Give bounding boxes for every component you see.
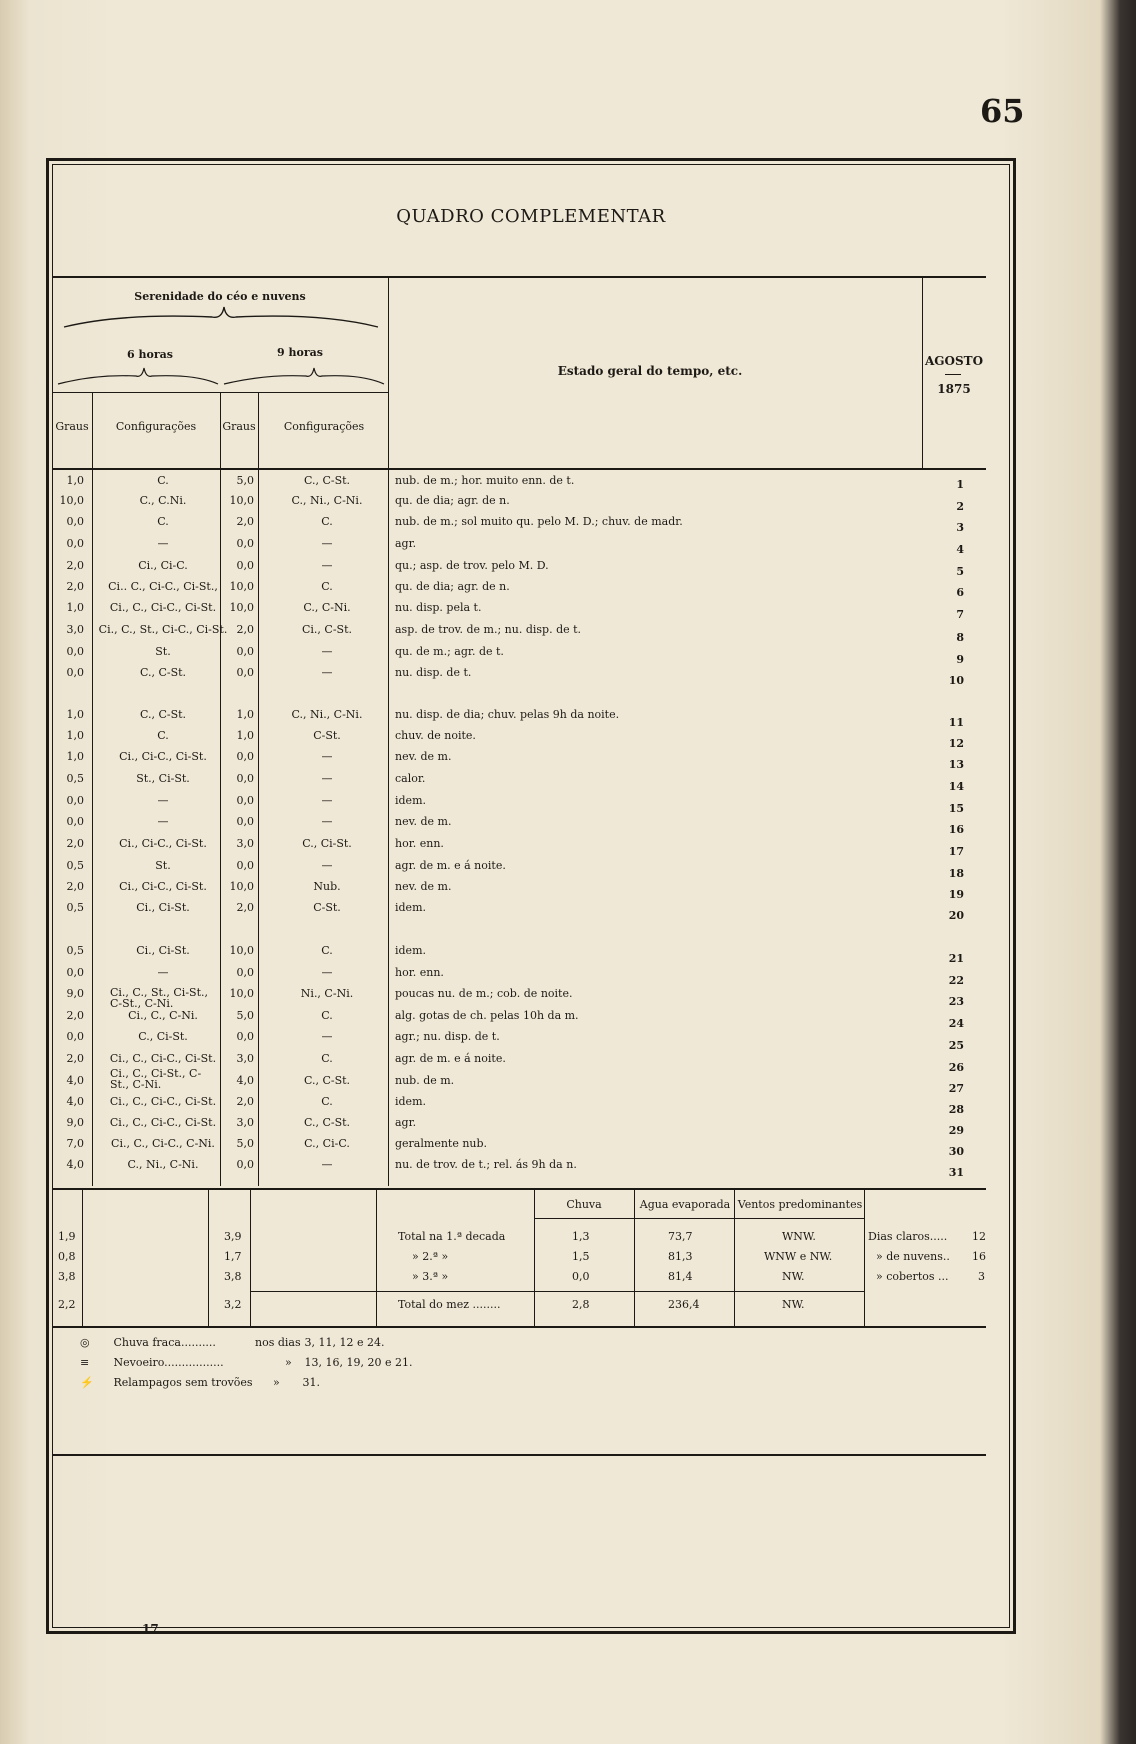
table-row: 9,0 Ci., C., Ci-C., Ci-St. 3,0 C., C-St. agr. 29 <box>66 1116 964 1137</box>
table-row: 4,0 Ci., C., Ci-St., C-St., C-Ni. 4,0 C., C-St. nub. de m. 27 <box>66 1067 964 1095</box>
table-row: 1,0 Ci., C., Ci-C., Ci-St. 10,0 C., C-Ni. nu. disp. pela t. 7 <box>66 601 964 621</box>
table-row: 0,0 C. 2,0 C. nub. de m.; sol muito qu. pelo M. D.; chuv. de madr. 3 <box>66 515 964 534</box>
table-row: 1,0 C. 1,0 C-St. chuv. de noite. 12 <box>66 729 964 750</box>
table-row: 2,0 Ci., Ci-C., Ci-St. 10,0 Nub. nev. de m. 19 <box>66 880 964 901</box>
header-graus-6: Graus <box>55 420 89 433</box>
table-row: 10,0 C., C.Ni. 10,0 C., Ni., C-Ni. qu. de dia; agr. de n. 2 <box>59 494 964 513</box>
table-row: 2,0 Ci., Ci-C. 0,0 — qu.; asp. de trov. pelo M. D. 5 <box>66 559 964 578</box>
table-row: 1,0 Ci., Ci-C., Ci-St. 0,0 — nev. de m. 13 <box>66 750 964 771</box>
table-row: 0,5 Ci., Ci-St. 2,0 C-St. idem. 20 <box>66 901 964 922</box>
table-row: 0,5 St., Ci-St. 0,0 — calor. 14 <box>66 772 964 793</box>
table-row: 2,0 Ci., Ci-C., Ci-St. 3,0 C., Ci-St. hor. enn. 17 <box>66 837 964 858</box>
header-ano: 1875 <box>937 382 971 396</box>
table-row: 2,0 Ci., C., Ci-C., Ci-St. 3,0 C. agr. de m. e á noite. 26 <box>66 1052 964 1074</box>
header-chuva: Chuva <box>566 1198 602 1211</box>
page-number: 65 <box>980 92 1025 130</box>
summary-row: 3,8 3,8 » 3.ª » 0,0 81,4 NW. » cobertos ... 3 <box>58 1270 985 1283</box>
table-row: 0,0 — 0,0 — agr. 4 <box>66 537 964 556</box>
header-9-horas: 9 horas <box>277 346 323 359</box>
header-estado: Estado geral do tempo, etc. <box>557 364 743 378</box>
header-agua: Agua evaporada <box>639 1198 731 1211</box>
fog-symbol-icon: ≡ <box>80 1356 90 1369</box>
header-config-9: Configurações <box>283 420 365 433</box>
table-row: 0,0 C., C-St. 0,0 — nu. disp. de t. 10 <box>66 666 964 687</box>
summary-row: 0,8 1,7 » 2.ª » 1,5 81,3 WNW e NW. » de nuvens.. 16 <box>58 1250 986 1263</box>
legend-nevoeiro: ≡ Nevoeiro................. » 13, 16, 19, 20 e 21. <box>80 1356 413 1369</box>
table-row: 9,0 Ci., C., St., Ci-St., C-St., C-Ni. 10,0 Ni., C-Ni. poucas nu. de m.; cob. de noite. 23 <box>66 986 964 1010</box>
table-row: 4,0 Ci., C., Ci-C., Ci-St. 2,0 C. idem. 28 <box>66 1095 964 1116</box>
header-graus-9: Graus <box>222 420 256 433</box>
header-config-6: Configurações <box>115 420 197 433</box>
table-row: 0,0 — 0,0 — idem. 15 <box>66 794 964 815</box>
table-row: 1,0 C., C-St. 1,0 C., Ni., C-Ni. nu. disp. de dia; chuv. pelas 9h da noite. 11 <box>66 708 964 729</box>
sum-header-rule <box>534 1218 864 1219</box>
summary-top-rule <box>52 1188 986 1190</box>
table-row: 0,0 — 0,0 — hor. enn. 22 <box>66 966 964 987</box>
header-bottom-rule <box>52 468 986 470</box>
table-row: 0,0 St. 0,0 — qu. de m.; agr. de t. 9 <box>66 645 964 666</box>
divider-mes <box>922 276 923 468</box>
total-rule <box>250 1291 864 1292</box>
table-row: 2,0 Ci., C., C-Ni. 5,0 C. alg. gotas de ch. pelas 10h da m. 24 <box>66 1009 964 1030</box>
header-mes: AGOSTO <box>924 354 984 368</box>
legend-chuva: ◎ Chuva fraca.......... nos dias 3, 11, 12 e 24. <box>80 1336 385 1349</box>
lightning-symbol-icon: ⚡ <box>80 1376 94 1389</box>
rain-symbol-icon: ◎ <box>80 1336 90 1349</box>
summary-total-row: 2,2 3,2 Total do mez ........ 2,8 236,4 NW. <box>58 1298 805 1311</box>
brace-sub-icon <box>56 366 386 388</box>
header-ventos: Ventos predominantes <box>737 1198 863 1211</box>
table-row: 0,5 St. 0,0 — agr. de m. e á noite. 18 <box>66 859 964 880</box>
mes-rule <box>945 374 961 375</box>
table-row: 0,0 C., Ci-St. 0,0 — agr.; nu. disp. de t. 25 <box>66 1030 964 1052</box>
table-row: 4,0 C., Ni., C-Ni. 0,0 — nu. de trov. de t.; rel. ás 9h da n. 31 <box>66 1158 964 1179</box>
divider-estado <box>388 276 389 468</box>
signature-mark: 17 <box>142 1622 159 1636</box>
header-6-horas: 6 horas <box>127 348 173 361</box>
table-row: 3,0 Ci., C., St., Ci-C., Ci-St. 2,0 Ci., C-St. asp. de trov. de m.; nu. disp. de t. 8 <box>66 623 964 644</box>
summary-row: 1,9 3,9 Total na 1.ª decada 1,3 73,7 WNW. Dias claros..... 12 <box>58 1230 986 1243</box>
legend-top-rule <box>52 1326 986 1328</box>
table-row: 0,5 Ci., Ci-St. 10,0 C. idem. 21 <box>66 944 964 965</box>
legend-relampagos: ⚡ Relampagos sem trovões » 31. <box>80 1376 320 1389</box>
table-row: 1,0 C. 5,0 C., C-St. nub. de m.; hor. muito enn. de t. 1 <box>66 474 964 491</box>
table-row: 7,0 Ci., C., Ci-C., C-Ni. 5,0 C., Ci-C. geralmente nub. 30 <box>66 1137 964 1158</box>
bottom-rule <box>52 1454 986 1456</box>
table-row: 0,0 — 0,0 — nev. de m. 16 <box>66 815 964 836</box>
table-title: QUADRO COMPLEMENTAR <box>396 206 666 227</box>
table-row: 2,0 Ci.. C., Ci-C., Ci-St., 10,0 C. qu. de dia; agr. de n. 6 <box>66 580 964 599</box>
header-serenidade: Serenidade do céo e nuvens <box>134 290 306 303</box>
brace-top-icon <box>62 305 380 331</box>
header-top-rule <box>52 276 986 278</box>
